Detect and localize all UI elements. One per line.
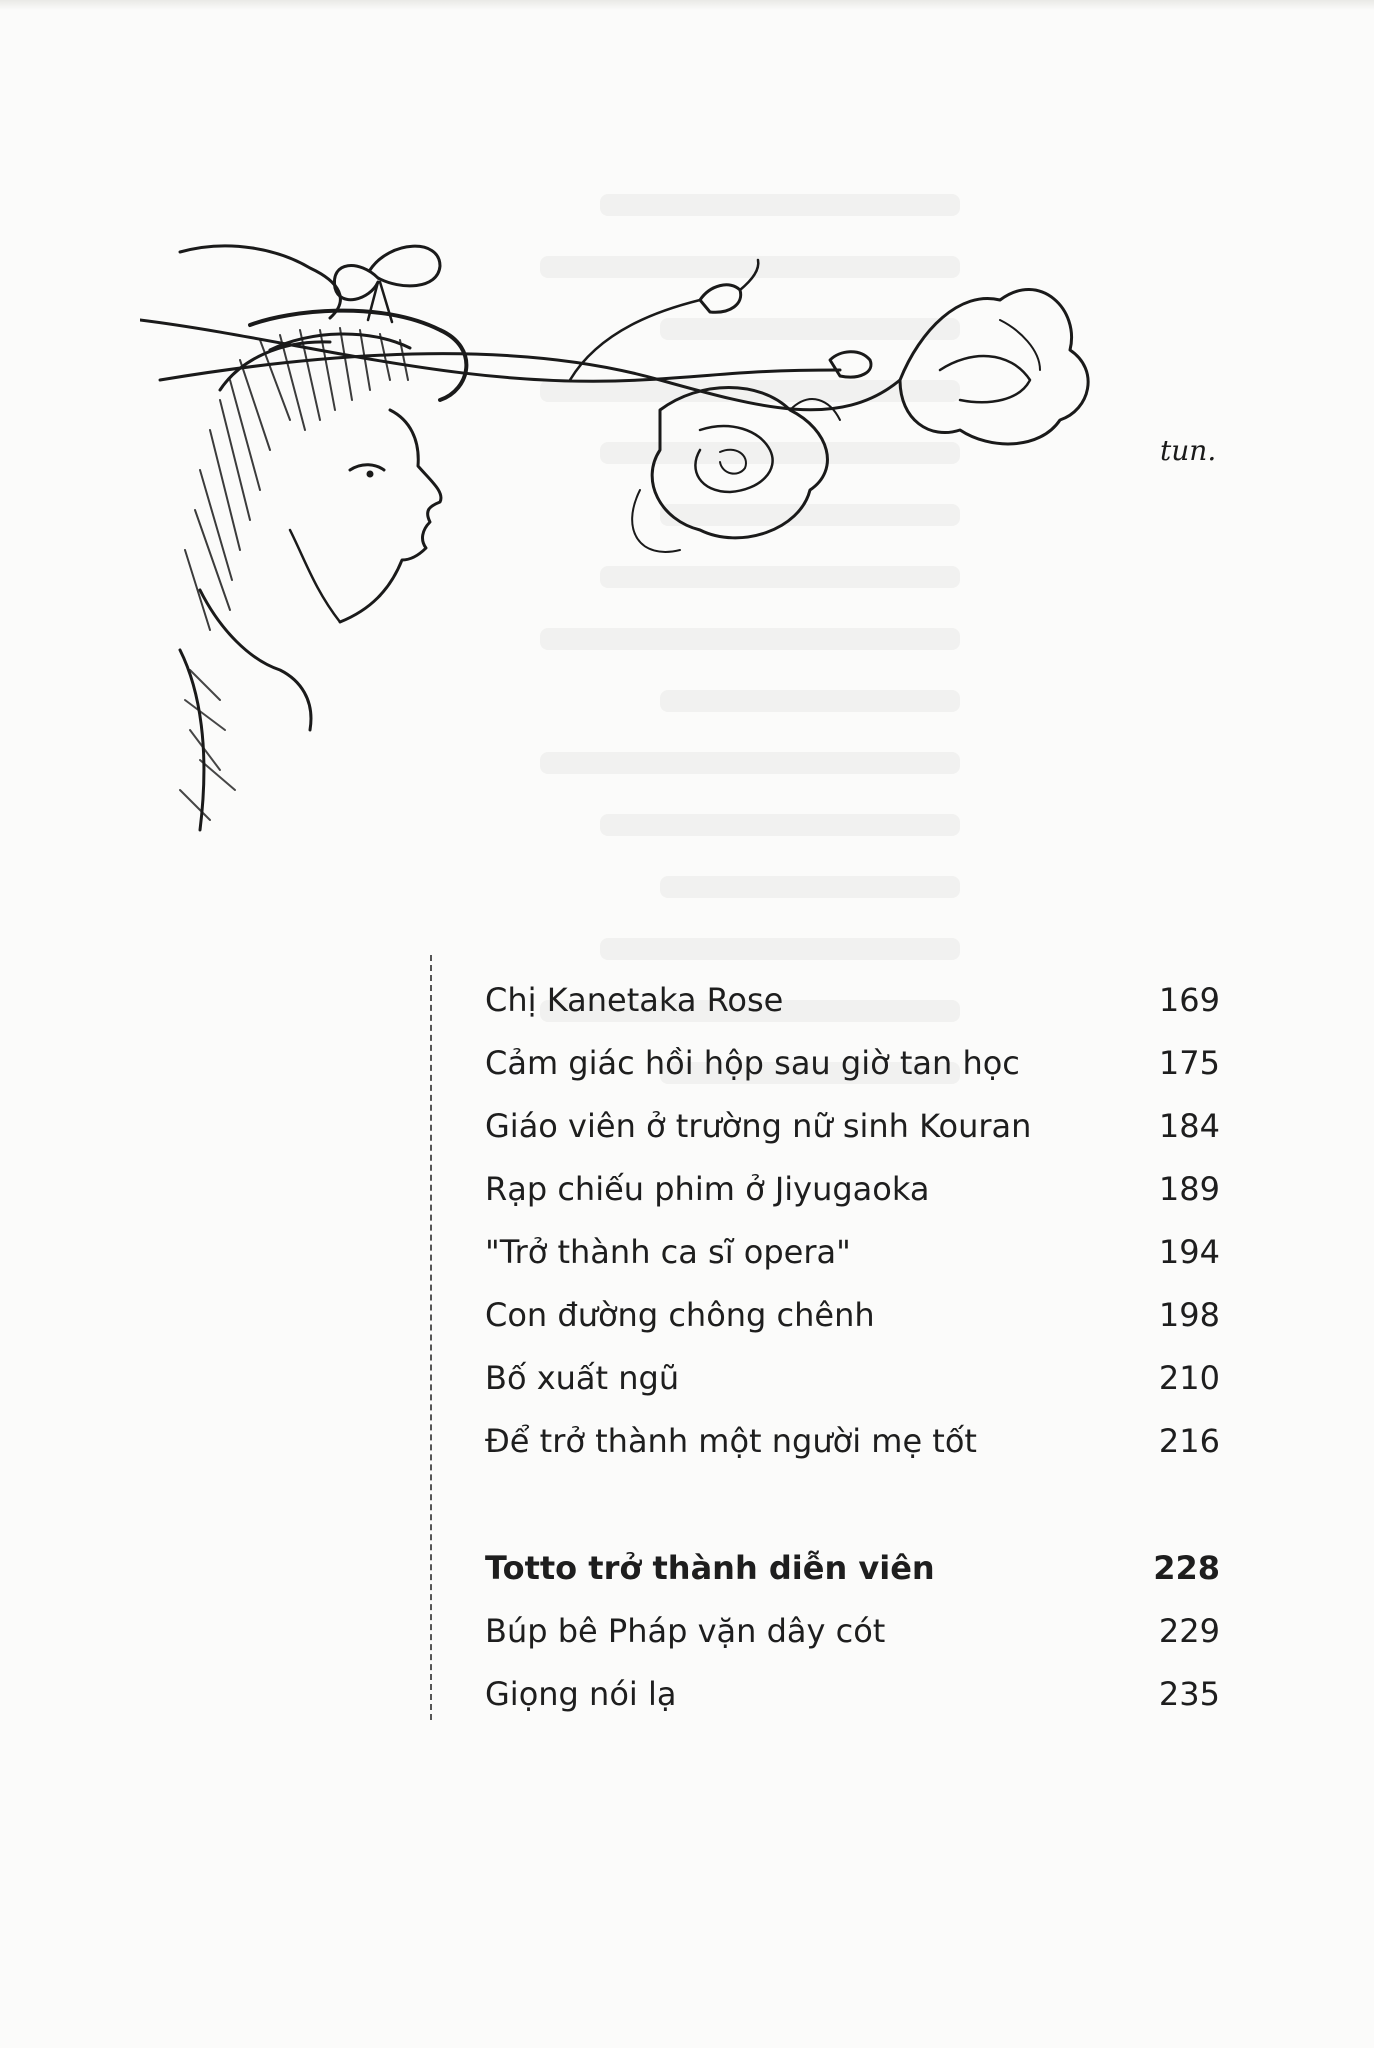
toc-entry[interactable] (485, 1663, 1220, 1726)
girl-and-roses-illustration (140, 230, 1320, 840)
toc-entry-page: 229 (1158, 1612, 1220, 1650)
page-top-edge (0, 0, 1374, 10)
toc-entry-page: 189 (1158, 1170, 1220, 1208)
toc-entry-page: 175 (1158, 1044, 1220, 1082)
toc-list (485, 969, 1220, 1726)
table-of-contents (430, 955, 1230, 1725)
toc-entry[interactable] (485, 1347, 1220, 1410)
toc-entry-title: Con đường chông chênh (485, 1296, 875, 1334)
toc-entry-title: Cảm giác hồi hộp sau giờ tan học (485, 1044, 1020, 1082)
toc-section-title: Totto trở thành diễn viên (485, 1549, 935, 1587)
toc-entry-page: 169 (1158, 981, 1220, 1019)
toc-entry-page: 198 (1158, 1296, 1220, 1334)
toc-section-heading[interactable] (485, 1537, 1220, 1600)
toc-entry[interactable] (485, 1095, 1220, 1158)
toc-entry-page: 216 (1158, 1422, 1220, 1460)
toc-section-page: 228 (1153, 1549, 1220, 1587)
toc-entry-title: Chị Kanetaka Rose (485, 981, 784, 1019)
toc-entry[interactable] (485, 1600, 1220, 1663)
toc-entry-title: Rạp chiếu phim ở Jiyugaoka (485, 1170, 930, 1208)
toc-entry[interactable] (485, 1410, 1220, 1473)
toc-entry-page: 235 (1158, 1675, 1220, 1713)
toc-entry-page: 210 (1158, 1359, 1220, 1397)
toc-entry-title: "Trở thành ca sĩ opera" (485, 1233, 851, 1271)
toc-entry[interactable] (485, 1158, 1220, 1221)
toc-entry-title: Để trở thành một người mẹ tốt (485, 1422, 977, 1460)
toc-entry-page: 184 (1158, 1107, 1220, 1145)
toc-entry[interactable] (485, 969, 1220, 1032)
toc-entry-title: Bố xuất ngũ (485, 1359, 680, 1397)
toc-entry[interactable] (485, 1221, 1220, 1284)
toc-entry-page: 194 (1158, 1233, 1220, 1271)
toc-entry-title: Giáo viên ở trường nữ sinh Kouran (485, 1107, 1032, 1145)
artist-signature: tun. (1160, 434, 1217, 467)
toc-entry[interactable] (485, 1032, 1220, 1095)
toc-entry[interactable] (485, 1284, 1220, 1347)
toc-entry-title: Búp bê Pháp vặn dây cót (485, 1612, 886, 1650)
dotted-divider (430, 955, 432, 1720)
toc-entry-title: Giọng nói lạ (485, 1675, 677, 1713)
